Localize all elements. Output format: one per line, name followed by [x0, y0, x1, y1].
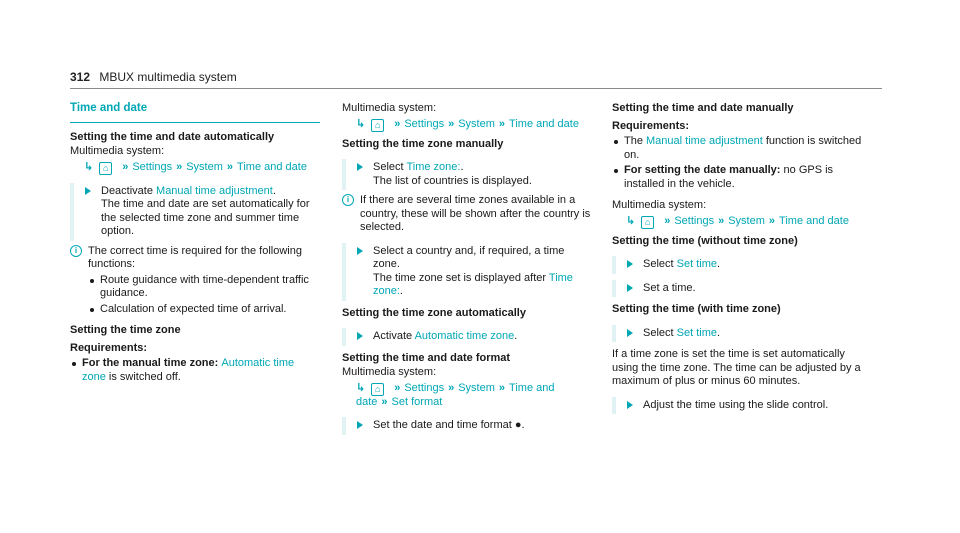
- chevron-icon: »: [498, 381, 506, 394]
- info-icon: i: [342, 194, 354, 206]
- step-arrow-icon: [627, 284, 633, 292]
- path-system: System: [186, 160, 223, 173]
- step-text: Select: [643, 326, 677, 339]
- path-arrow-icon: ↳: [356, 381, 366, 394]
- step-adjust: [612, 399, 862, 413]
- manual-time-link: Manual time adjustment: [156, 184, 273, 197]
- path-settings: Settings: [404, 117, 445, 130]
- path-format: Set format: [391, 395, 443, 408]
- step-text: .: [399, 285, 403, 297]
- chevron-icon: »: [448, 381, 455, 394]
- set-time-link: Set time: [676, 326, 717, 339]
- step-text: Set a time.: [643, 281, 696, 294]
- set-time-link: Set time: [676, 258, 717, 270]
- heading-zone-manual: Setting the time zone manually: [342, 137, 504, 150]
- list-item: Route guidance with time-dependent traffic guidance.: [88, 274, 320, 301]
- list-item: [70, 357, 320, 384]
- menu-path: [84, 161, 320, 175]
- chapter-title: MBUX multimedia system: [99, 70, 237, 84]
- requirements-label: Requirements:: [70, 341, 148, 354]
- step-text: Set the date and time format: [373, 419, 512, 431]
- path-settings: Settings: [404, 381, 445, 394]
- step-text: .: [717, 258, 721, 270]
- step-body: [373, 272, 592, 299]
- menu-path: [356, 382, 592, 410]
- req-bold: For setting the date manually:: [624, 164, 784, 176]
- step-body: The time and date are set automatically for the selected time zone and summer time option.: [101, 198, 310, 237]
- heading-no-zone: Setting the time (without time zone): [612, 234, 798, 247]
- step-text: Select: [373, 161, 407, 173]
- step-text: Select a country and, if required, a time zone.: [373, 244, 565, 270]
- heading-time-zone: Setting the time zone: [70, 324, 181, 336]
- step-text: Adjust the time using the slide control.: [643, 398, 829, 411]
- section-title: Time and date: [70, 102, 320, 123]
- chevron-icon: »: [768, 214, 776, 227]
- home-icon: ⌂: [641, 216, 654, 229]
- column-1: [70, 102, 320, 386]
- info-note: [70, 245, 320, 317]
- step-select-time: [612, 327, 862, 341]
- time-zone-link: Time zone:: [373, 271, 573, 297]
- home-icon: ⌂: [99, 162, 112, 175]
- column-3: [612, 102, 862, 418]
- step-deactivate: [70, 185, 320, 239]
- note-text: If there are several time zones available in a country, these will be shown after the country is selected.: [360, 194, 591, 233]
- heading-zone-auto: Setting the time zone automatically: [342, 306, 526, 319]
- menu-path: [356, 118, 592, 132]
- note-text: The correct time is required for the following functions:: [88, 244, 302, 270]
- chevron-icon: »: [122, 160, 129, 173]
- requirements-label: Requirements:: [612, 119, 690, 132]
- header-rule: [70, 88, 882, 89]
- multimedia-label: Multimedia system:: [70, 145, 165, 157]
- home-icon: ⌂: [371, 383, 384, 396]
- step-text: .: [514, 330, 518, 342]
- body-paragraph: If a time zone is set the time is set automatically using the time zone. The time can be adjusted by a maximum of plus or minus 60 minutes.: [612, 348, 861, 387]
- step-text: Deactivate: [101, 184, 157, 197]
- req-text: is switched off.: [105, 370, 181, 383]
- chevron-icon: »: [498, 117, 506, 130]
- radio-mark-icon: ●: [514, 419, 522, 431]
- path-system: System: [458, 381, 495, 394]
- step-activate: [342, 330, 592, 344]
- heading-auto-time: Setting the time and date automatically: [70, 130, 275, 143]
- chevron-icon: »: [664, 214, 671, 227]
- multimedia-label: Multimedia system:: [342, 102, 437, 114]
- menu-path: [626, 215, 862, 229]
- step-select-time: [612, 258, 862, 272]
- chevron-icon: »: [448, 117, 455, 130]
- home-icon: ⌂: [371, 119, 384, 132]
- multimedia-label: Multimedia system:: [612, 199, 707, 211]
- step-set-time: [612, 282, 862, 296]
- column-2: [342, 102, 592, 439]
- chevron-icon: »: [176, 160, 183, 173]
- chevron-icon: »: [394, 381, 401, 394]
- path-system: System: [728, 214, 765, 227]
- path-settings: Settings: [674, 214, 715, 227]
- multimedia-label: Multimedia system:: [342, 366, 437, 378]
- path-time: Time and date: [356, 381, 555, 408]
- list-item: [612, 135, 862, 162]
- step-arrow-icon: [627, 260, 633, 268]
- step-arrow-icon: [357, 163, 363, 171]
- chevron-icon: »: [718, 214, 725, 227]
- step-text: .: [717, 326, 721, 339]
- list-item: Calculation of expected time of arrival.: [88, 303, 320, 317]
- req-bold: For the manual time zone:: [82, 357, 222, 369]
- info-icon: i: [70, 245, 82, 257]
- chevron-icon: »: [381, 395, 388, 408]
- req-text: The: [624, 135, 647, 147]
- path-time: Time and date: [237, 160, 307, 173]
- auto-zone-link: Automatic time zone: [82, 357, 295, 383]
- step-text: .: [460, 161, 464, 173]
- path-settings: Settings: [132, 160, 173, 173]
- chevron-icon: »: [394, 117, 401, 130]
- step-arrow-icon: [627, 401, 633, 409]
- heading-manual: Setting the time and date manually: [612, 102, 794, 114]
- step-set-format: [342, 419, 592, 433]
- req-text: function is switched on.: [624, 135, 862, 161]
- step-text: Select: [643, 258, 677, 270]
- step-body: The list of countries is displayed.: [373, 174, 532, 187]
- step-arrow-icon: [627, 329, 633, 337]
- path-time: Time and date: [509, 117, 579, 130]
- step-arrow-icon: [357, 421, 363, 429]
- time-zone-link: Time zone:: [406, 161, 461, 173]
- list-item: [612, 164, 862, 191]
- chevron-icon: »: [226, 160, 234, 173]
- page-header: [70, 70, 237, 84]
- path-arrow-icon: ↳: [626, 214, 636, 227]
- step-text: Activate: [373, 330, 415, 342]
- info-note: [342, 194, 592, 235]
- path-arrow-icon: ↳: [84, 160, 94, 173]
- heading-format: Setting the time and date format: [342, 351, 511, 364]
- heading-with-zone: Setting the time (with time zone): [612, 303, 781, 315]
- step-text: The time zone set is displayed after: [373, 271, 549, 284]
- req-text: no GPS is installed in the vehicle.: [624, 164, 834, 190]
- step-text: .: [521, 419, 525, 431]
- path-system: System: [458, 117, 495, 130]
- path-time: Time and date: [779, 214, 849, 227]
- manual-time-link: Manual time adjustment: [646, 135, 763, 147]
- page-number: 312: [70, 70, 91, 84]
- path-arrow-icon: ↳: [356, 117, 366, 130]
- step-select-zone: [342, 161, 592, 188]
- step-arrow-icon: [85, 187, 91, 195]
- step-text: .: [272, 184, 276, 197]
- step-arrow-icon: [357, 332, 363, 340]
- step-arrow-icon: [357, 247, 363, 255]
- auto-zone-link: Automatic time zone: [414, 330, 515, 342]
- step-select-country: [342, 245, 592, 299]
